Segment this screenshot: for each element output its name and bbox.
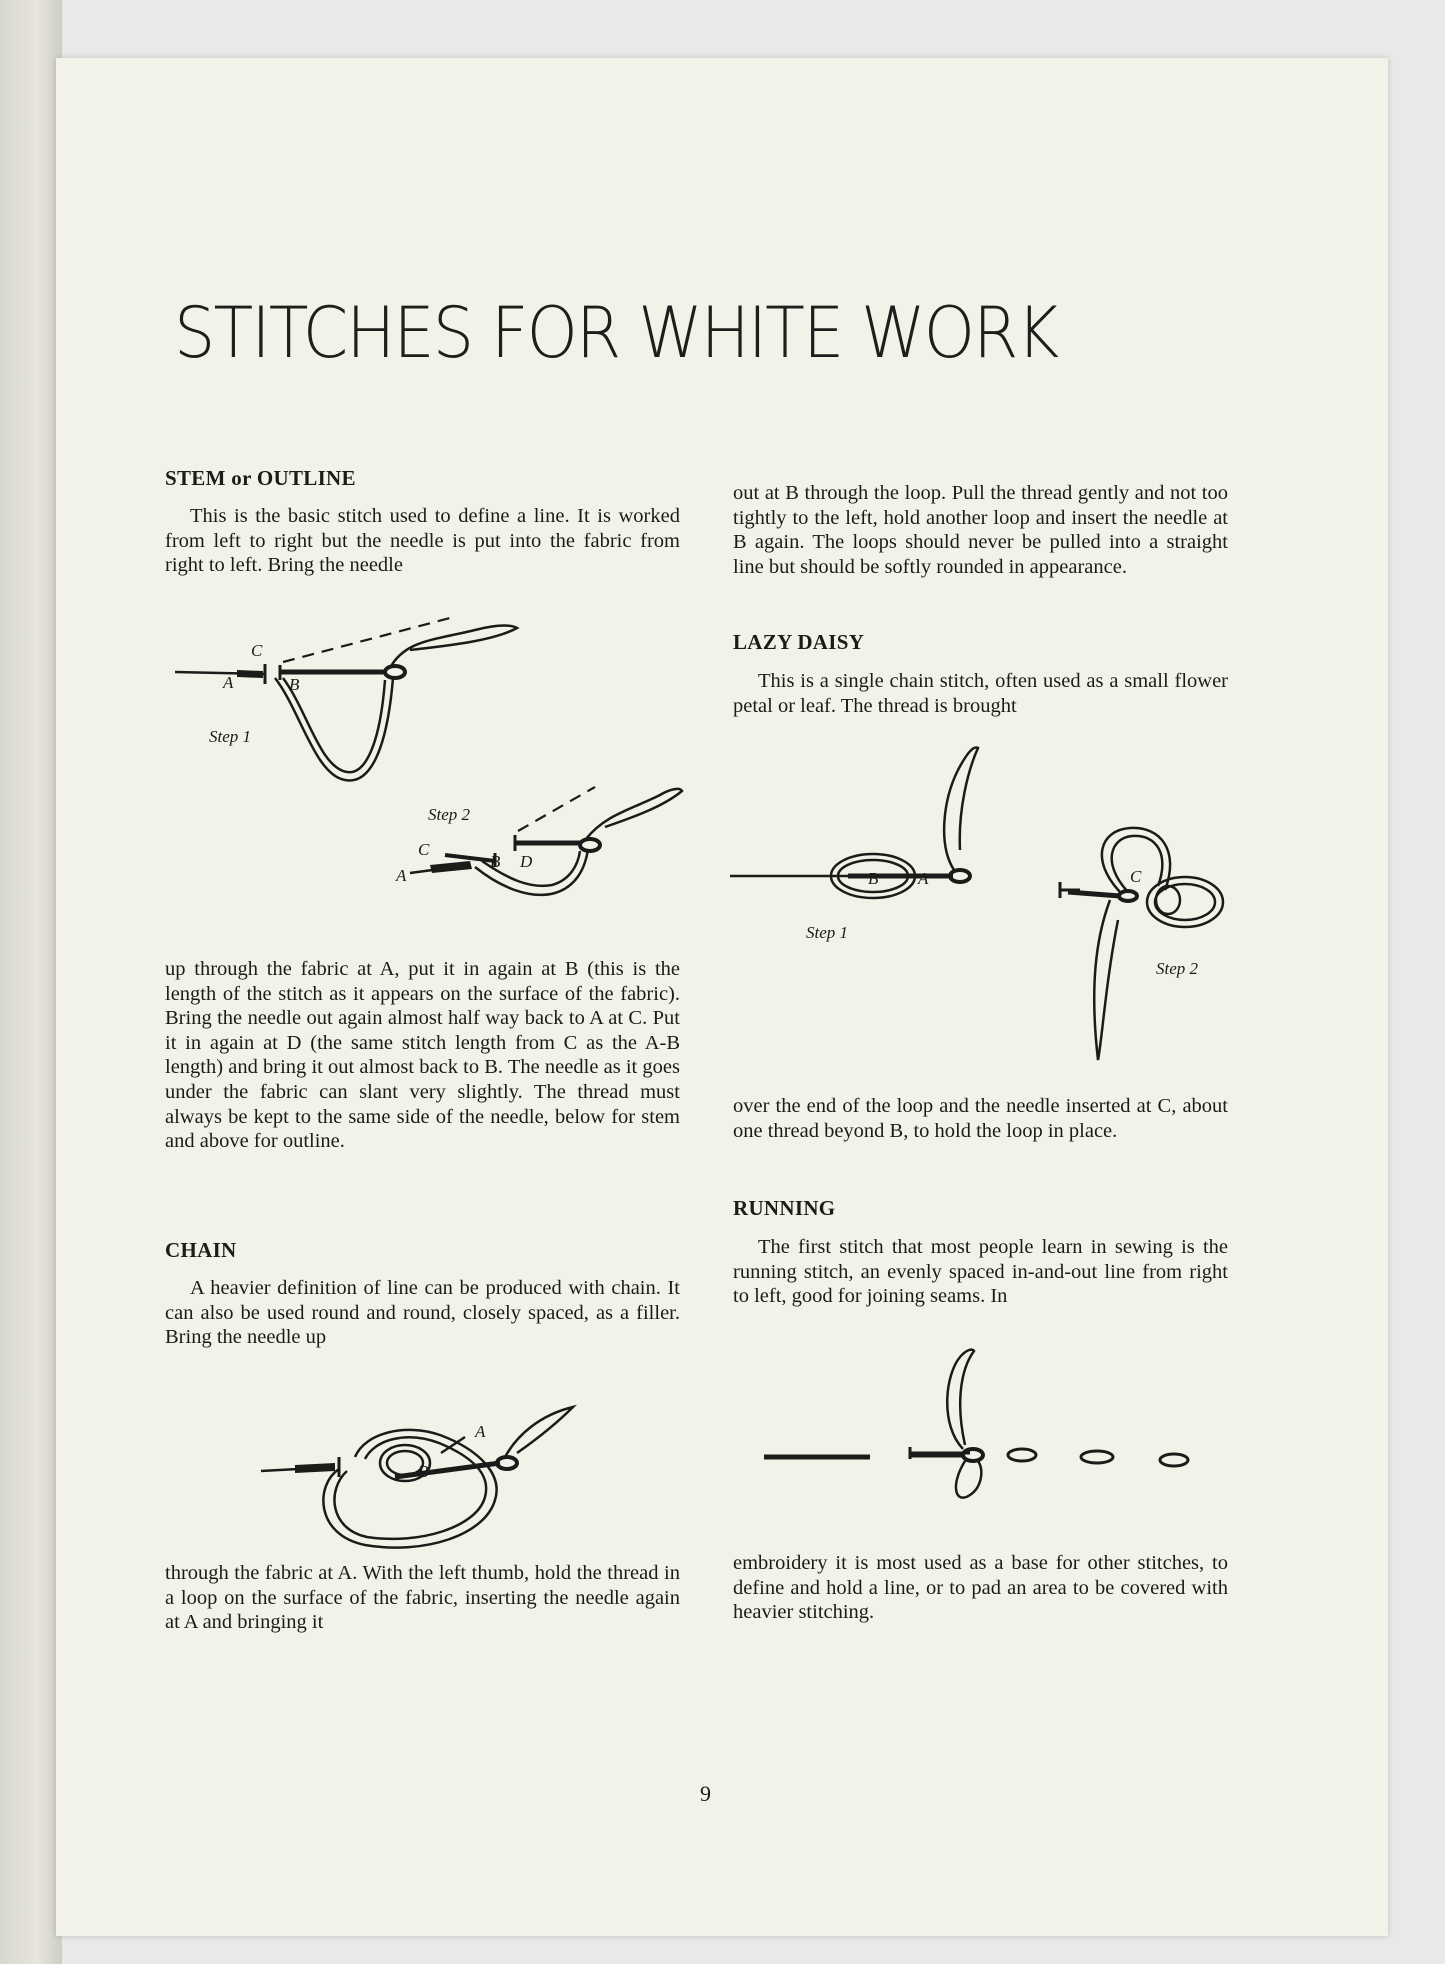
stem-step1-figure [165,610,525,790]
lazy-daisy-para-2-text: over the end of the loop and the needle inserted at C, about one thread beyond B, to hold the loop in place. [733,1095,1228,1142]
stem-label-c: C [251,641,263,660]
chain-label-a: A [475,1422,486,1441]
chain-para-2-text: through the fabric at A. With the left thumb, hold the thread in a loop on the surface of the fabric, inserting the needle again at A and bringing it [165,1562,680,1634]
daisy-label-b: B [868,869,879,888]
running-figure [760,1345,1200,1505]
stem-para-2-text: up through the fabric at A, put it in again at B (this is the length of the stitch as it appears on the surface of the fabric). Bring the needle out again almost half way back to A at C. Put it in again at D (the same stitch length from C as the A-B length) and bring it out almost back to B. The needle as it goes under the fabric can slant very slightly. The thread must always be kept to the same side of the needle, below for stem and above for outline. [165,958,680,1153]
daisy-step2-label: Step 2 [1156,959,1199,978]
chain-para-1-text: A heavier definition of line can be produced with chain. It can also be used round and round, closely spaced, as a filler. Bring the needle up [165,1277,680,1349]
stem-para-1-text: This is the basic stitch used to define a line. It is worked from left to right but the needle is put into the fabric from right to left. Bring the needle [165,505,680,577]
lazy-daisy-step2-figure [1050,820,1240,1070]
stem2-label-c: C [418,840,430,859]
chain-para-2 [165,1561,680,1635]
stem-para-1 [165,504,680,578]
lazy-daisy-para-1 [733,669,1228,718]
lazy-daisy-para-1-text: This is a single chain stitch, often used as a small flower petal or leaf. The thread is brought [733,670,1228,717]
lazy-daisy-para-2 [733,1094,1228,1143]
stem-heading: STEM or OUTLINE [165,466,356,490]
chain-label-b: B [418,1462,429,1481]
chain-continued-para [733,481,1228,579]
stem2-label-b: B [490,852,501,871]
page-number: 9 [700,1781,711,1806]
running-heading: RUNNING [733,1196,836,1220]
stem2-label-a: A [396,866,407,885]
running-para-1-text: The first stitch that most people learn in sewing is the running stitch, an evenly spaced in-and-out line from right to left, good for joining seams. In [733,1236,1228,1308]
stem-step2-figure [390,775,690,915]
stem-label-a: A [223,673,234,692]
chain-continued-text: out at B through the loop. Pull the thread gently and not too tightly to the left, hold another loop and insert the needle at B again. The loops should never be pulled into a straight line but should be softly rounded in appearance. [733,482,1228,578]
chain-heading: CHAIN [165,1238,237,1262]
daisy-label-a: A [918,869,929,888]
lazy-daisy-step1-figure [728,740,1028,950]
running-para-2-text: embroidery it is most used as a base for other stitches, to define and hold a line, or to pad an area to be covered with heavier stitching. [733,1552,1228,1624]
stem2-step-label: Step 2 [428,805,471,824]
running-para-1 [733,1235,1228,1309]
chain-figure [255,1385,585,1555]
page-title: STITCHES FOR WHITE WORK [174,292,1058,374]
stem-para-2 [165,957,680,1154]
daisy2-label-c: C [1130,867,1142,886]
lazy-daisy-heading: LAZY DAISY [733,630,865,654]
stem2-label-d: D [520,852,533,871]
chain-para-1 [165,1276,680,1350]
stem-label-b: B [289,675,300,694]
book-spine-edge [0,0,62,1964]
stem-step1-label: Step 1 [209,727,252,746]
running-para-2 [733,1551,1228,1625]
daisy-step1-label: Step 1 [806,923,849,942]
